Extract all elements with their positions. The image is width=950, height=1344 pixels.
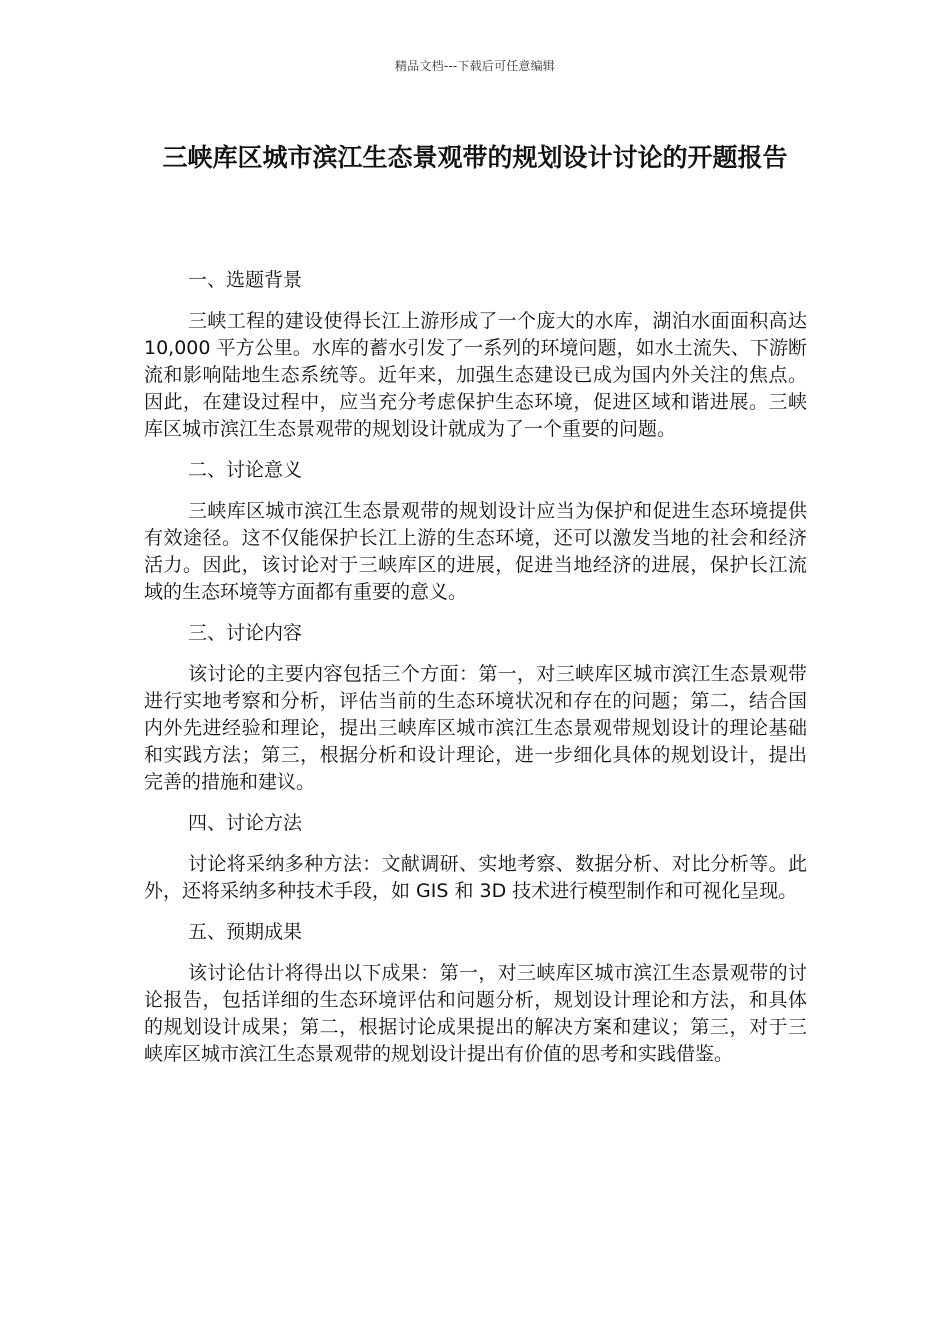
section-paragraph-significance: 三峡库区城市滨江生态景观带的规划设计应当为保护和促进生态环境提供有效途径。这不仅能保护长江上游的生态环境，还可以激发当地的社会和经济活力。因此，该讨论对于三峡库区的进展，促进当地经济的进展，保护长江流域的生态环境等方面都有重要的意义。: [144, 500, 807, 603]
section-heading-content: 三、讨论内容: [188, 622, 303, 644]
section-heading-significance: 二、讨论意义: [188, 459, 303, 481]
document-body: [144, 267, 807, 1082]
section-paragraph-methods: 讨论将采纳多种方法：文献调研、实地考察、数据分析、对比分析等。此外，还将采纳多种技术手段，如 GIS 和 3D 技术进行模型制作和可视化呈现。: [144, 853, 807, 902]
section-heading-methods: 四、讨论方法: [188, 812, 303, 834]
section-paragraph-outcomes: 该讨论估计将得出以下成果：第一，对三峡库区城市滨江生态景观带的讨论报告，包括详细的生态环境评估和问题分析，规划设计理论和方法，和具体的规划设计成果；第二，根据讨论成果提出的解决方案和建议；第三，对于三峡库区城市滨江生态景观带的规划设计提出有价值的思考和实践借鉴。: [144, 962, 807, 1065]
document-title: 三峡库区城市滨江生态景观带的规划设计讨论的开题报告: [162, 143, 788, 172]
section-heading-outcomes: 五、预期成果: [188, 921, 303, 943]
section-paragraph-background: 三峡工程的建设使得长江上游形成了一个庞大的水库，湖泊水面面积高达 10,000 平方公里。水库的蓄水引发了一系列的环境问题，如水土流失、下游断流和影响陆地生态系统等。近年来，加强生态建设已成为国内外关注的焦点。因此，在建设过程中，应当充分考虑保护生态环境，促进区域和谐进展。三峡库区城市滨江生态景观带的规划设计就成为了一个重要的问题。: [144, 310, 807, 440]
section-heading-background: 一、选题背景: [188, 269, 303, 291]
header-note: 精品文档---下载后可任意编辑: [395, 59, 555, 73]
section-paragraph-content: 该讨论的主要内容包括三个方面：第一，对三峡库区城市滨江生态景观带进行实地考察和分析，评估当前的生态环境状况和存在的问题；第二，结合国内外先进经验和理论，提出三峡库区城市滨江生态景观带规划设计的理论基础和实践方法；第三，根据分析和设计理论，进一步细化具体的规划设计，提出完善的措施和建议。: [144, 663, 807, 793]
